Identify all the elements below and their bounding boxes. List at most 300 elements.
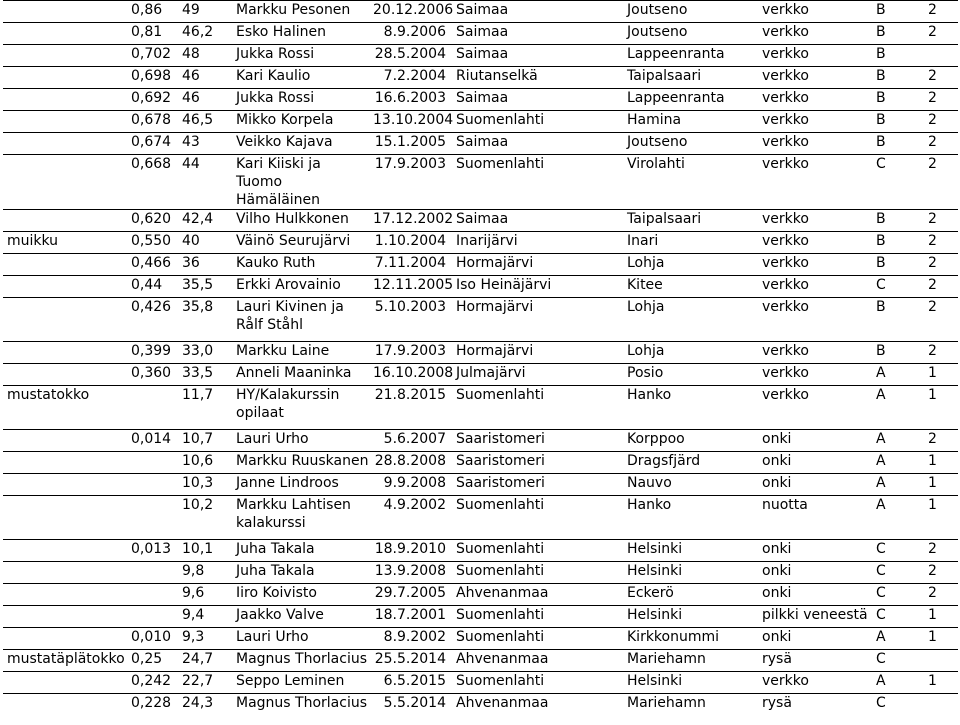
class-cell: B	[872, 111, 924, 133]
date-cell: 4.9.2002	[369, 496, 452, 540]
count-cell	[924, 650, 958, 672]
water-body-cell: Suomenlahti	[452, 562, 623, 584]
ratio-cell	[127, 452, 178, 474]
weight-cell: 33,5	[178, 364, 232, 386]
table-row	[3, 496, 958, 540]
table-row	[3, 1, 958, 23]
catcher-name-cell: Lauri Kivinen ja Rålf Ståhl	[232, 298, 369, 342]
method-cell: onki	[758, 584, 872, 606]
catcher-name-cell: Lauri Urho	[232, 628, 369, 650]
place-cell: Helsinki	[623, 672, 758, 694]
catcher-name-cell: Jukka Rossi	[232, 89, 369, 111]
method-cell: verkko	[758, 254, 872, 276]
class-cell: B	[872, 232, 924, 254]
table-row	[3, 89, 958, 111]
weight-cell: 9,3	[178, 628, 232, 650]
species-cell	[3, 155, 127, 210]
species-cell	[3, 474, 127, 496]
water-body-cell: Saimaa	[452, 45, 623, 67]
water-body-cell: Saimaa	[452, 89, 623, 111]
table-row	[3, 540, 958, 562]
weight-cell: 10,2	[178, 496, 232, 540]
count-cell: 2	[924, 89, 958, 111]
table-row	[3, 452, 958, 474]
place-cell: Virolahti	[623, 155, 758, 210]
method-cell: rysä	[758, 650, 872, 672]
method-cell: verkko	[758, 232, 872, 254]
method-cell: onki	[758, 628, 872, 650]
class-cell: C	[872, 694, 924, 716]
place-cell: Joutseno	[623, 133, 758, 155]
method-cell: verkko	[758, 364, 872, 386]
weight-cell: 10,1	[178, 540, 232, 562]
date-cell: 9.9.2008	[369, 474, 452, 496]
catcher-name-cell: Anneli Maaninka	[232, 364, 369, 386]
count-cell: 2	[924, 111, 958, 133]
method-cell: onki	[758, 474, 872, 496]
water-body-cell: Saaristomeri	[452, 474, 623, 496]
date-cell: 5.5.2014	[369, 694, 452, 716]
count-cell: 1	[924, 628, 958, 650]
place-cell: Eckerö	[623, 584, 758, 606]
class-cell: B	[872, 210, 924, 232]
table-row	[3, 474, 958, 496]
catcher-name-cell: Kari Kiiski ja Tuomo Hämäläinen	[232, 155, 369, 210]
water-body-cell: Suomenlahti	[452, 672, 623, 694]
catcher-name-cell: Magnus Thorlacius	[232, 650, 369, 672]
table-row	[3, 276, 958, 298]
class-cell: B	[872, 298, 924, 342]
table-row	[3, 155, 958, 210]
table-row	[3, 210, 958, 232]
species-cell	[3, 23, 127, 45]
place-cell: Hanko	[623, 386, 758, 430]
species-cell	[3, 628, 127, 650]
date-cell: 13.10.2004	[369, 111, 452, 133]
date-cell: 17.9.2003	[369, 155, 452, 210]
water-body-cell: Suomenlahti	[452, 628, 623, 650]
water-body-cell: Inarijärvi	[452, 232, 623, 254]
method-cell: verkko	[758, 1, 872, 23]
water-body-cell: Suomenlahti	[452, 606, 623, 628]
water-body-cell: Saimaa	[452, 210, 623, 232]
place-cell: Hamina	[623, 111, 758, 133]
place-cell: Taipalsaari	[623, 67, 758, 89]
catcher-name-cell: Lauri Urho	[232, 430, 369, 452]
water-body-cell: Julmajärvi	[452, 364, 623, 386]
count-cell: 2	[924, 298, 958, 342]
water-body-cell: Saimaa	[452, 23, 623, 45]
place-cell: Hanko	[623, 496, 758, 540]
catcher-name-cell: Markku Ruuskanen	[232, 452, 369, 474]
count-cell: 2	[924, 584, 958, 606]
date-cell: 1.10.2004	[369, 232, 452, 254]
class-cell: A	[872, 452, 924, 474]
method-cell: onki	[758, 540, 872, 562]
method-cell: onki	[758, 562, 872, 584]
count-cell: 2	[924, 210, 958, 232]
date-cell: 28.8.2008	[369, 452, 452, 474]
date-cell: 16.6.2003	[369, 89, 452, 111]
weight-cell: 42,4	[178, 210, 232, 232]
table-row	[3, 694, 958, 716]
water-body-cell: Ahvenanmaa	[452, 584, 623, 606]
method-cell: verkko	[758, 23, 872, 45]
count-cell: 2	[924, 133, 958, 155]
date-cell: 25.5.2014	[369, 650, 452, 672]
ratio-cell: 0,620	[127, 210, 178, 232]
class-cell: A	[872, 496, 924, 540]
weight-cell: 43	[178, 133, 232, 155]
weight-cell: 46,5	[178, 111, 232, 133]
date-cell: 20.12.2006	[369, 1, 452, 23]
method-cell: verkko	[758, 298, 872, 342]
catcher-name-cell: Markku Laine	[232, 342, 369, 364]
count-cell: 1	[924, 474, 958, 496]
ratio-cell: 0,86	[127, 1, 178, 23]
catcher-name-cell: Juha Takala	[232, 540, 369, 562]
place-cell: Kitee	[623, 276, 758, 298]
class-cell: A	[872, 672, 924, 694]
place-cell: Lohja	[623, 342, 758, 364]
ratio-cell	[127, 606, 178, 628]
weight-cell: 10,6	[178, 452, 232, 474]
method-cell: verkko	[758, 342, 872, 364]
catcher-name-cell: Jaakko Valve	[232, 606, 369, 628]
table-row	[3, 254, 958, 276]
water-body-cell: Saaristomeri	[452, 430, 623, 452]
weight-cell: 11,7	[178, 386, 232, 430]
catcher-name-cell: Kari Kaulio	[232, 67, 369, 89]
weight-cell: 22,7	[178, 672, 232, 694]
weight-cell: 9,6	[178, 584, 232, 606]
table-row	[3, 430, 958, 452]
ratio-cell	[127, 496, 178, 540]
weight-cell: 35,8	[178, 298, 232, 342]
method-cell: onki	[758, 452, 872, 474]
table-row	[3, 23, 958, 45]
ratio-cell: 0,242	[127, 672, 178, 694]
water-body-cell: Suomenlahti	[452, 540, 623, 562]
class-cell: B	[872, 89, 924, 111]
date-cell: 7.2.2004	[369, 67, 452, 89]
place-cell: Helsinki	[623, 540, 758, 562]
count-cell: 2	[924, 342, 958, 364]
date-cell: 13.9.2008	[369, 562, 452, 584]
class-cell: A	[872, 430, 924, 452]
water-body-cell: Suomenlahti	[452, 111, 623, 133]
weight-cell: 33,0	[178, 342, 232, 364]
class-cell: C	[872, 562, 924, 584]
water-body-cell: Ahvenanmaa	[452, 694, 623, 716]
place-cell: Kirkkonummi	[623, 628, 758, 650]
catcher-name-cell: Vilho Hulkkonen	[232, 210, 369, 232]
catcher-name-cell: Veikko Kajava	[232, 133, 369, 155]
species-cell	[3, 672, 127, 694]
place-cell: Lappeenranta	[623, 89, 758, 111]
weight-cell: 48	[178, 45, 232, 67]
species-cell	[3, 111, 127, 133]
ratio-cell: 0,692	[127, 89, 178, 111]
weight-cell: 46	[178, 89, 232, 111]
water-body-cell: Suomenlahti	[452, 155, 623, 210]
date-cell: 7.11.2004	[369, 254, 452, 276]
class-cell: B	[872, 133, 924, 155]
count-cell	[924, 45, 958, 67]
place-cell: Nauvo	[623, 474, 758, 496]
weight-cell: 24,3	[178, 694, 232, 716]
water-body-cell: Iso Heinäjärvi	[452, 276, 623, 298]
place-cell: Lappeenranta	[623, 45, 758, 67]
ratio-cell: 0,674	[127, 133, 178, 155]
date-cell: 21.8.2015	[369, 386, 452, 430]
species-cell	[3, 254, 127, 276]
species-cell	[3, 210, 127, 232]
place-cell: Inari	[623, 232, 758, 254]
ratio-cell: 0,010	[127, 628, 178, 650]
class-cell: C	[872, 155, 924, 210]
weight-cell: 46	[178, 67, 232, 89]
table-row	[3, 364, 958, 386]
ratio-cell: 0,014	[127, 430, 178, 452]
weight-cell: 9,8	[178, 562, 232, 584]
class-cell: A	[872, 628, 924, 650]
place-cell: Helsinki	[623, 606, 758, 628]
count-cell: 1	[924, 364, 958, 386]
weight-cell: 35,5	[178, 276, 232, 298]
catcher-name-cell: Iiro Koivisto	[232, 584, 369, 606]
ratio-cell	[127, 386, 178, 430]
date-cell: 15.1.2005	[369, 133, 452, 155]
class-cell: C	[872, 606, 924, 628]
ratio-cell: 0,668	[127, 155, 178, 210]
species-cell: mustatäplätokko	[3, 650, 127, 672]
water-body-cell: Hormajärvi	[452, 298, 623, 342]
ratio-cell: 0,702	[127, 45, 178, 67]
species-cell	[3, 694, 127, 716]
class-cell: B	[872, 254, 924, 276]
species-cell	[3, 89, 127, 111]
place-cell: Joutseno	[623, 23, 758, 45]
table-row	[3, 606, 958, 628]
catcher-name-cell: Markku Lahtisen kalakurssi	[232, 496, 369, 540]
weight-cell: 40	[178, 232, 232, 254]
table-row	[3, 111, 958, 133]
place-cell: Lohja	[623, 298, 758, 342]
date-cell: 12.11.2005	[369, 276, 452, 298]
species-cell	[3, 1, 127, 23]
ratio-cell: 0,426	[127, 298, 178, 342]
class-cell: B	[872, 1, 924, 23]
species-cell	[3, 496, 127, 540]
date-cell: 18.7.2001	[369, 606, 452, 628]
method-cell: nuotta	[758, 496, 872, 540]
table-row	[3, 650, 958, 672]
class-cell: C	[872, 650, 924, 672]
class-cell: C	[872, 540, 924, 562]
water-body-cell: Suomenlahti	[452, 496, 623, 540]
records-table	[3, 0, 958, 716]
count-cell: 2	[924, 254, 958, 276]
date-cell: 29.7.2005	[369, 584, 452, 606]
catcher-name-cell: HY/Kalakurssin opilaat	[232, 386, 369, 430]
count-cell: 1	[924, 496, 958, 540]
count-cell: 2	[924, 276, 958, 298]
place-cell: Mariehamn	[623, 694, 758, 716]
species-cell	[3, 133, 127, 155]
catcher-name-cell: Magnus Thorlacius	[232, 694, 369, 716]
ratio-cell	[127, 584, 178, 606]
date-cell: 17.9.2003	[369, 342, 452, 364]
table-row	[3, 45, 958, 67]
place-cell: Mariehamn	[623, 650, 758, 672]
class-cell: C	[872, 276, 924, 298]
class-cell: B	[872, 342, 924, 364]
date-cell: 17.12.2002	[369, 210, 452, 232]
species-cell	[3, 562, 127, 584]
date-cell: 28.5.2004	[369, 45, 452, 67]
class-cell: A	[872, 364, 924, 386]
records-body	[3, 1, 958, 716]
table-row	[3, 386, 958, 430]
method-cell: pilkki veneestä	[758, 606, 872, 628]
weight-cell: 24,7	[178, 650, 232, 672]
place-cell: Dragsfjärd	[623, 452, 758, 474]
place-cell: Helsinki	[623, 562, 758, 584]
weight-cell: 36	[178, 254, 232, 276]
place-cell: Posio	[623, 364, 758, 386]
count-cell: 2	[924, 155, 958, 210]
place-cell: Joutseno	[623, 1, 758, 23]
table-row	[3, 67, 958, 89]
place-cell: Korppoo	[623, 430, 758, 452]
table-row	[3, 562, 958, 584]
ratio-cell: 0,678	[127, 111, 178, 133]
method-cell: verkko	[758, 155, 872, 210]
species-cell	[3, 67, 127, 89]
catcher-name-cell: Mikko Korpela	[232, 111, 369, 133]
count-cell: 2	[924, 430, 958, 452]
table-row	[3, 342, 958, 364]
count-cell: 2	[924, 562, 958, 584]
count-cell: 1	[924, 452, 958, 474]
class-cell: C	[872, 584, 924, 606]
date-cell: 6.5.2015	[369, 672, 452, 694]
count-cell: 2	[924, 540, 958, 562]
species-cell	[3, 298, 127, 342]
species-cell	[3, 540, 127, 562]
ratio-cell	[127, 562, 178, 584]
species-cell	[3, 342, 127, 364]
species-cell	[3, 584, 127, 606]
method-cell: verkko	[758, 133, 872, 155]
weight-cell: 9,4	[178, 606, 232, 628]
weight-cell: 46,2	[178, 23, 232, 45]
count-cell: 1	[924, 606, 958, 628]
catcher-name-cell: Erkki Arovainio	[232, 276, 369, 298]
catcher-name-cell: Janne Lindroos	[232, 474, 369, 496]
method-cell: verkko	[758, 276, 872, 298]
catcher-name-cell: Väinö Seurujärvi	[232, 232, 369, 254]
ratio-cell: 0,399	[127, 342, 178, 364]
ratio-cell: 0,228	[127, 694, 178, 716]
ratio-cell: 0,466	[127, 254, 178, 276]
class-cell: B	[872, 67, 924, 89]
count-cell: 2	[924, 1, 958, 23]
ratio-cell: 0,44	[127, 276, 178, 298]
catcher-name-cell: Esko Halinen	[232, 23, 369, 45]
catcher-name-cell: Seppo Leminen	[232, 672, 369, 694]
count-cell: 2	[924, 67, 958, 89]
date-cell: 5.6.2007	[369, 430, 452, 452]
count-cell: 1	[924, 386, 958, 430]
table-row	[3, 232, 958, 254]
date-cell: 16.10.2008	[369, 364, 452, 386]
ratio-cell: 0,25	[127, 650, 178, 672]
catcher-name-cell: Markku Pesonen	[232, 1, 369, 23]
count-cell: 1	[924, 672, 958, 694]
water-body-cell: Riutanselkä	[452, 67, 623, 89]
date-cell: 5.10.2003	[369, 298, 452, 342]
table-row	[3, 672, 958, 694]
ratio-cell: 0,013	[127, 540, 178, 562]
water-body-cell: Hormajärvi	[452, 254, 623, 276]
weight-cell: 49	[178, 1, 232, 23]
water-body-cell: Saaristomeri	[452, 452, 623, 474]
table-row	[3, 133, 958, 155]
catcher-name-cell: Juha Takala	[232, 562, 369, 584]
table-row	[3, 628, 958, 650]
method-cell: rysä	[758, 694, 872, 716]
ratio-cell: 0,698	[127, 67, 178, 89]
species-cell	[3, 606, 127, 628]
weight-cell: 44	[178, 155, 232, 210]
catcher-name-cell: Kauko Ruth	[232, 254, 369, 276]
class-cell: B	[872, 45, 924, 67]
method-cell: verkko	[758, 67, 872, 89]
class-cell: A	[872, 474, 924, 496]
table-row	[3, 584, 958, 606]
species-cell: mustatokko	[3, 386, 127, 430]
method-cell: verkko	[758, 89, 872, 111]
count-cell: 2	[924, 23, 958, 45]
ratio-cell: 0,550	[127, 232, 178, 254]
catcher-name-cell: Jukka Rossi	[232, 45, 369, 67]
count-cell	[924, 694, 958, 716]
water-body-cell: Ahvenanmaa	[452, 650, 623, 672]
species-cell	[3, 364, 127, 386]
water-body-cell: Hormajärvi	[452, 342, 623, 364]
place-cell: Lohja	[623, 254, 758, 276]
date-cell: 8.9.2002	[369, 628, 452, 650]
species-cell	[3, 276, 127, 298]
class-cell: A	[872, 386, 924, 430]
water-body-cell: Saimaa	[452, 1, 623, 23]
weight-cell: 10,3	[178, 474, 232, 496]
table-row	[3, 298, 958, 342]
class-cell: B	[872, 23, 924, 45]
water-body-cell: Saimaa	[452, 133, 623, 155]
species-cell: muikku	[3, 232, 127, 254]
species-cell	[3, 45, 127, 67]
method-cell: verkko	[758, 386, 872, 430]
date-cell: 18.9.2010	[369, 540, 452, 562]
method-cell: verkko	[758, 210, 872, 232]
place-cell: Taipalsaari	[623, 210, 758, 232]
weight-cell: 10,7	[178, 430, 232, 452]
method-cell: verkko	[758, 672, 872, 694]
ratio-cell: 0,360	[127, 364, 178, 386]
